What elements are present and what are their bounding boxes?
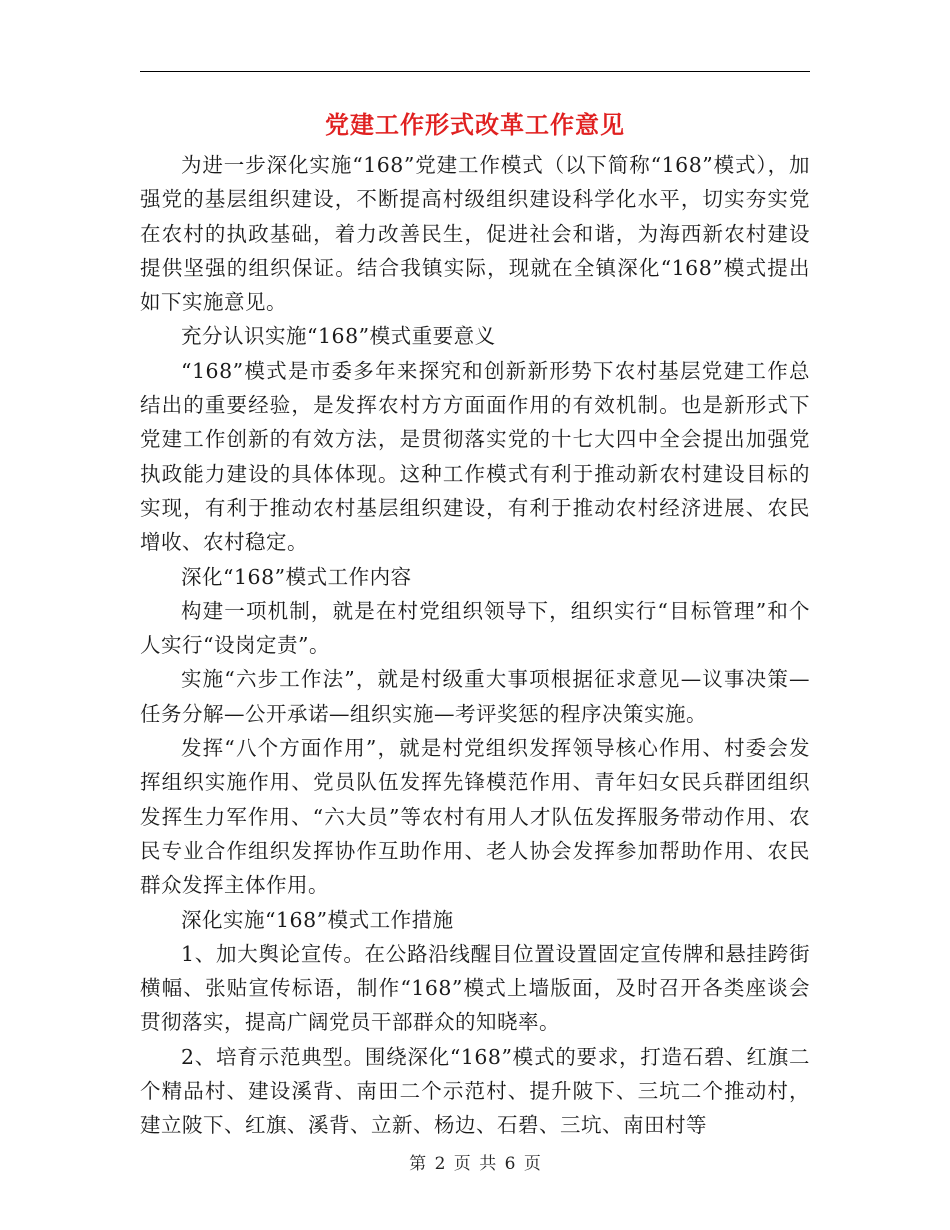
section-heading-measures: 深化实施“168”模式工作措施 xyxy=(181,907,454,932)
paragraph-six-steps: 实施“六步工作法”，就是村级重大事项根据征求意见—议事决策—任务分解—公开承诺—组织实施—考评奖惩的程序决策实施。 xyxy=(140,667,810,726)
paragraph-mechanism: 构建一项机制，就是在村党组织领导下，组织实行“目标管理”和个人实行“设岗定责”。 xyxy=(140,598,810,658)
paragraph-intro: 为进一步深化实施“168”党建工作模式（以下简称“168”模式），加强党的基层组织建设，不断提高村级组织建设科学化水平，切实夯实党在农村的执政基础，着力改善民生，促进社会和谐，为海西新农村建设提供坚强的组织保证。结合我镇实际，现就在全镇深化“168”模式提出如下实施意见。 xyxy=(140,153,810,315)
section-heading-content: 深化“168”模式工作内容 xyxy=(181,564,412,589)
section-heading-significance: 充分认识实施“168”模式重要意义 xyxy=(181,324,496,349)
paragraph-measure-publicity: 1、加大舆论宣传。在公路沿线醒目位置设置固定宣传牌和悬挂跨街横幅、张贴宣传标语，制作“168”模式上墙版面，及时召开各类座谈会贯彻落实，提高广阔党员干部群众的知晓率。 xyxy=(140,941,810,1035)
header-rule xyxy=(140,71,810,72)
document-body xyxy=(140,148,810,1143)
paragraph-eight-roles: 发挥“八个方面作用”，就是村党组织发挥领导核心作用、村委会发挥组织实施作用、党员队伍发挥先锋模范作用、青年妇女民兵群团组织发挥生力军作用、“六大员”等农村有用人才队伍发挥服务带动作用、农民专业合作组织发挥协作互助作用、老人协会发挥参加帮助作用、农民群众发挥主体作用。 xyxy=(140,736,810,898)
paragraph-measure-models: 2、培育示范典型。围绕深化“168”模式的要求，打造石碧、红旗二个精品村、建设溪背、南田二个示范村、提升陂下、三坑二个推动村，建立陂下、红旗、溪背、立新、杨边、石碧、三坑、南田村等 xyxy=(140,1044,810,1138)
paragraph-significance: “168”模式是市委多年来探究和创新新形势下农村基层党建工作总结出的重要经验，是发挥农村方方面面作用的有效机制。也是新形式下党建工作创新的有效方法，是贯彻落实党的十七大四中全会提出加强党执政能力建设的具体体现。这种工作模式有利于推动新农村建设目标的实现，有利于推动农村基层组织建设，有利于推动农村经济进展、农民增收、农村稳定。 xyxy=(140,358,810,555)
document-title: 党建工作形式改革工作意见 xyxy=(325,110,625,139)
page-footer: 第 2 页 共 6 页 xyxy=(409,1154,541,1174)
